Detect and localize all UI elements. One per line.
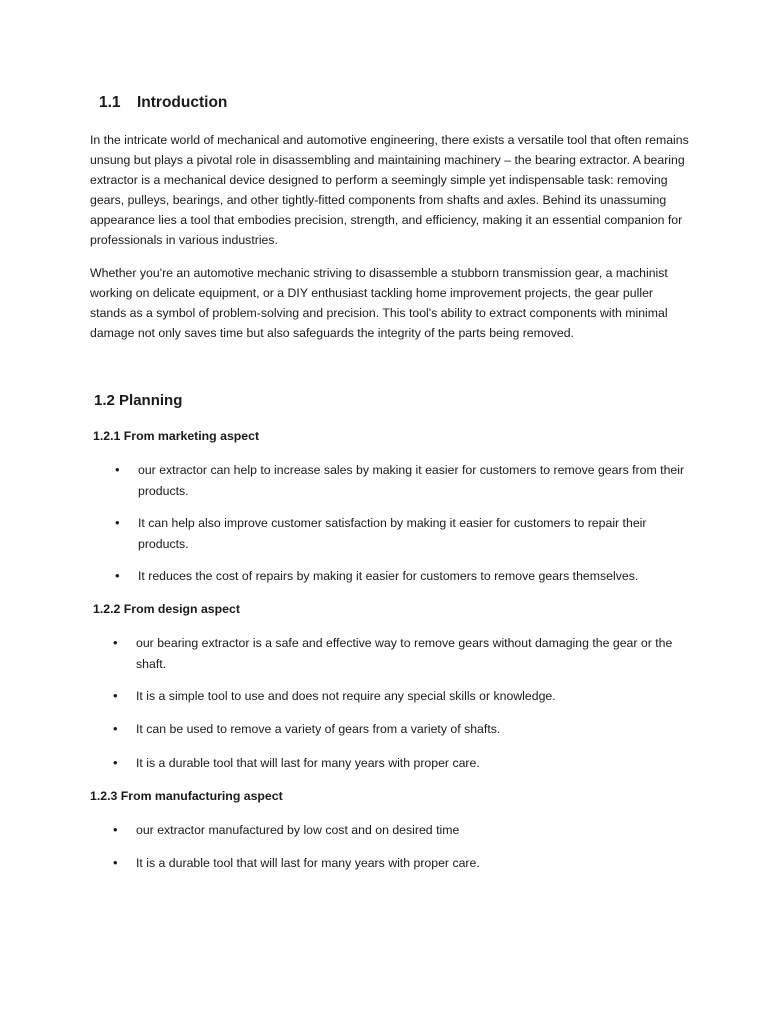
list-item-text: It is a durable tool that will last for many years with proper care. xyxy=(136,756,480,770)
list-item xyxy=(113,719,696,740)
list-item xyxy=(115,566,698,587)
planning-heading: 1.2 Planning xyxy=(94,392,183,409)
list-item-text: It is a durable tool that will last for many years with proper care. xyxy=(136,856,480,870)
list-item-text: It is a simple tool to use and does not require any special skills or knowledge. xyxy=(136,689,556,703)
list-item-text: It reduces the cost of repairs by making it easier for customers to remove gears themselves. xyxy=(138,569,639,583)
marketing-heading: 1.2.1 From marketing aspect xyxy=(93,429,260,443)
bullet-icon: • xyxy=(113,855,118,870)
bullet-icon: • xyxy=(113,822,118,837)
bullet-icon: • xyxy=(115,462,120,477)
list-item-text: our extractor manufactured by low cost and on desired time xyxy=(136,823,460,837)
list-item-text: our extractor can help to increase sales by making it easier for customers to remove gears from their products. xyxy=(138,463,685,498)
design-heading: 1.2.2 From design aspect xyxy=(93,602,240,616)
bullet-icon: • xyxy=(113,688,118,703)
bullet-icon: • xyxy=(115,515,120,530)
intro-heading xyxy=(99,94,227,112)
bullet-icon: • xyxy=(113,635,118,650)
list-item xyxy=(113,686,696,707)
intro-paragraph-1: In the intricate world of mechanical and automotive engineering, there exists a versatile tool that often remains unsung but plays a pivotal role in disassembling and maintaining machinery – the bearing extractor. A bearing extractor is a mechanical device designed to perform a seemingly simple yet indispensable task: removing gears, pulleys, bearings, and other tightly-fitted components from shafts and axles. Behind its unassuming appearance lies a tool that embodies precision, strength, and efficiency, making it an essential companion for professionals in various industries. xyxy=(90,133,689,248)
intro-heading-number: 1.1 xyxy=(99,94,121,111)
intro-heading-title: Introduction xyxy=(137,94,228,111)
list-item-text: It can be used to remove a variety of gears from a variety of shafts. xyxy=(136,722,501,736)
bullet-icon: • xyxy=(115,568,120,583)
list-item xyxy=(113,853,696,874)
list-item xyxy=(113,820,696,841)
list-item xyxy=(113,753,696,774)
list-item-text: It can help also improve customer satisfaction by making it easier for customers to repair their products. xyxy=(138,516,647,551)
intro-paragraph-2: Whether you're an automotive mechanic striving to disassemble a stubborn transmission gear, a machinist working on delicate equipment, or a DIY enthusiast tackling home improvement projects, the gear puller stands as a symbol of problem-solving and precision. This tool's ability to extract components with minimal damage not only saves time but also safeguards the integrity of the parts being removed. xyxy=(90,266,668,341)
list-item xyxy=(115,460,698,501)
list-item xyxy=(113,633,696,674)
list-item-text: our bearing extractor is a safe and effective way to remove gears without damaging the gear or the shaft. xyxy=(136,636,673,671)
manufacturing-heading: 1.2.3 From manufacturing aspect xyxy=(90,789,283,803)
bullet-icon: • xyxy=(113,721,118,736)
list-item xyxy=(115,513,698,554)
bullet-icon: • xyxy=(113,755,118,770)
